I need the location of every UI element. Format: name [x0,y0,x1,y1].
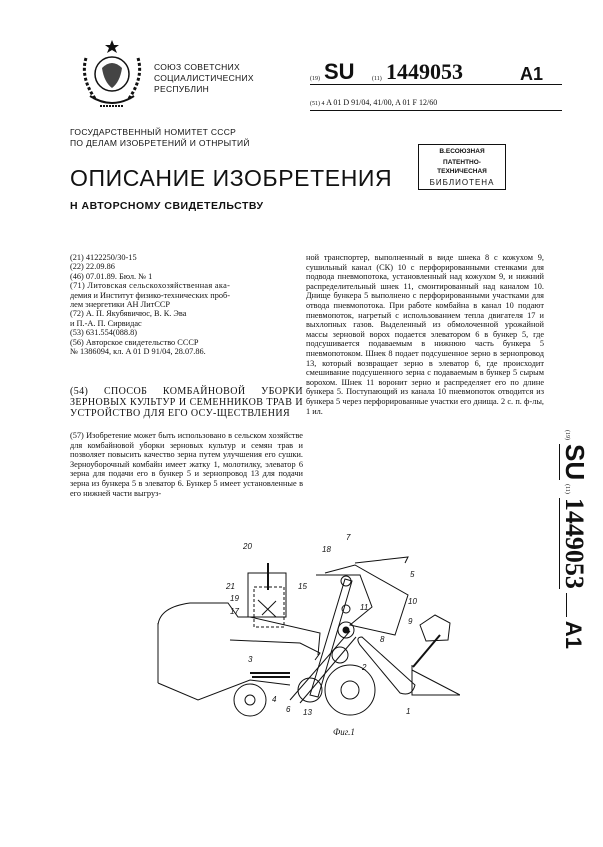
biblio-line: лем энергетики АН ЛитССР [70,300,171,310]
kind-code: A1 [520,64,544,84]
combine-harvester-figure [150,533,460,745]
inid-51: (51) 4 [310,101,325,107]
patent-number: 1449053 [386,59,463,84]
stamp-line: В.ЕСОЮЗНАЯ [439,148,485,155]
committee-line: ГОСУДАРСТВЕННЫЙ НОМИТЕТ СССР [70,127,237,137]
biblio-line: (22) 22.09.86 [70,262,115,272]
figure-caption: Фиг.1 [333,727,355,737]
patent-number: 1449053 [560,497,589,589]
inid-19: (19) [564,430,570,440]
figure-label: 20 [243,542,252,551]
country-code: SU [324,59,355,84]
invention-title: (54) СПОСОБ КОМБАЙНОВОЙ УБОРКИ ЗЕРНОВЫХ КУЛЬТУР И СЕМЕННИКОВ ТРАВ И УСТРОЙСТВО ДЛЯ ЕГО ОСУ-ЩЕСТВЛЕНИЯ [70,386,303,420]
union-line: СОЦИАЛИСТИЧЕСНИХ [154,73,254,83]
inid-11: (11) [564,484,570,494]
patent-number-block [310,58,562,85]
figure-label: 11 [360,603,369,612]
ipc-line [310,98,562,111]
kind-code: A1 [561,620,586,650]
biblio-line: (53) 631.554(088.8) [70,328,138,338]
bibliographic-data [70,253,303,356]
figure-label: 17 [230,607,239,616]
library-stamp [418,144,506,190]
biblio-line: (72) А. П. Якубявичюс, В. К. Эва [70,309,187,319]
figure-label: 5 [410,570,415,579]
stamp-line: ПАТЕНТНО-ТЕХНИЧЕСНАЯ [437,159,487,175]
committee-line: ПО ДЕЛАМ ИЗОБРЕТЕНИЙ И ОТНРЫТИЙ [70,138,250,148]
ipc-classes: A 01 D 91/04, 41/00, A 01 F 12/60 [326,98,438,107]
abstract-column-2: ной транспортер, выполненный в виде шнека 8 с кожухом 9, сушильный канал (СК) 10 с перфорированными стенками для подвода пневмопотока, установленный над кожухом 9, и нижний распределительный шнек 11, смонтированный над каналом 10. Днище бункера 5 выполнено с перфорированными участками для отвода пневмопотока. При работе комбайна в канал 10 подают пневмопоток, нагретый с использованием тепла двигателя 17 и выхлопных газов. Выделенный из обмолоченной урожайной массы зерновой ворох подается элеватором 6 в бункер 5, где подсушивается подаваемым в нижнюю часть бункера 5 пневмопотоком. Шнек 8 подает подсушенное зерно в зернопровод 13, который возвращает зерно в элеватор 6, где происходит смешивание подсушенного зерна с подаваемым в бункер 5 сырым ворохом. Шнек 11 воронит зерно и распределяет его по длине бункера 5. Поступающий из канала 10 пневмопоток отводится из бункера 5 через перфорированные участки его днища. 2 с. п. ф-лы, 1 ил. [306,253,544,416]
figure-label: 1 [406,707,411,716]
biblio-line: (56) Авторское свидетельство СССР [70,337,199,347]
union-name [154,62,254,95]
figure-label: 9 [408,617,413,626]
biblio-line: (71) Литовская сельскохозяйственная ака- [70,281,231,291]
biblio-line: демия и Институт физико-технических проб- [70,290,230,300]
inid-11: (11) [372,76,382,82]
biblio-line: и П.-А. П. Сирвидас [70,318,142,328]
biblio-line: (46) 07.01.89. Бюл. № 1 [70,271,153,281]
stamp-line: БИБЛИОТЕНА [429,178,495,187]
abstract-column-1: (57) Изобретение может быть использовано в сельском хозяйстве для комбайновой уборки зерновых культур и семян трав и позволяет повысить качество зерна путем улучшения его сушки. Зерноуборочный комбайн имеет жатку 1, молотилку, элеватор 6 зерна для подачи его в бункер 5 и зернопровод 13 для подачи зерна из бункера 5 в элеватор 6. Бункер 5 имеет установленные в его нижней части выгруз- [70,431,303,498]
union-line: РЕСПУБЛИН [154,84,210,94]
committee-name [70,127,250,149]
figure-label: 15 [298,582,307,591]
figure-label: 4 [272,695,277,704]
country-code: SU [560,444,590,481]
figure-label: 3 [248,655,253,664]
figure-label: 19 [230,594,239,603]
figure-label: 10 [408,597,417,606]
figure-label: 6 [286,705,291,714]
figure-label: 13 [303,708,312,717]
inid-19: (19) [310,76,320,82]
document-subtitle: Н АВТОРСНОМУ СВИДЕТЕЛЬСТВУ [70,200,264,212]
biblio-line: (21) 4122250/30-15 [70,253,137,262]
document-title: ОПИСАНИЕ ИЗОБРЕТЕНИЯ [70,165,393,191]
figure-label: 7 [346,533,351,542]
union-line: СОЮЗ СОВЕТСНИХ [154,62,240,72]
figure-label: 21 [226,582,235,591]
ussr-emblem-icon [76,38,148,114]
figure-label: 18 [322,545,331,554]
vertical-patent-number [554,430,594,710]
figure-label: 8 [380,635,385,644]
biblio-line: № 1386094, кл. A 01 D 91/04, 28.07.86. [70,347,206,357]
figure-label: 2 [362,663,367,672]
